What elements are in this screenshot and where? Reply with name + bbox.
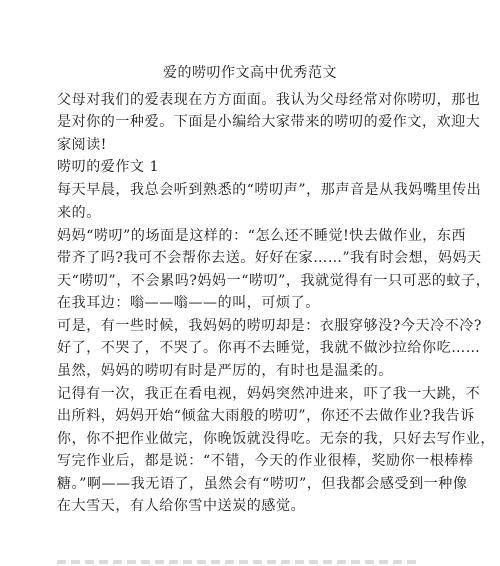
text-line: 每天早晨，我总会听到熟悉的“唠叨声”，那声音是从我妈嘴里传出 [57,182,482,198]
text-line: 虽然，妈妈的唠叨有时是严厉的，有时也是温柔的。 [57,363,393,379]
document-title: 爱的唠叨作文高中优秀范文 [163,65,337,81]
text-line: 写完作业后，都是说：“不错，今天的作业很棒，奖励你一根棒棒 [57,453,474,469]
text-line: 在大雪天，有人给你雪中送炭的感觉。 [57,498,306,514]
text-line: 来的。 [57,205,101,221]
text-line: 记得有一次，我正在看电视，妈妈突然冲进来，吓了我一大跳，不 [57,386,481,402]
text-line: 父母对我们的爱表现在方方面面。我认为父母经常对你唠叨，那也 [57,92,481,108]
text-line: 家阅读! [57,137,108,153]
text-line: 带齐了吗?我可不会帮你去送。好好在家……”我有时会想，妈妈天 [57,250,482,266]
text-line: 糖。”啊——我无语了，虽然会有“唠叨”，但我都会感受到一种像 [57,476,468,492]
text-line: 你，你不把作业做完，你晚饭就没得吃。无奈的我，只好去写作业， [57,431,495,447]
text-line: 是对你的一种爱。下面是小编给大家带来的唠叨的爱作文，欢迎大 [57,114,481,130]
text-line: 好了，不哭了，不哭了。你再不去睡觉，我就不做沙拉给你吃…… [57,340,481,356]
text-line: 天“唠叨”，不会累吗?妈妈一“唠叨”，我就觉得有一只可恶的蚊子， [57,273,491,289]
cut-off-line [57,555,437,566]
text-line: 妈妈“唠叨”的场面是这样的：“怎么还不睡觉!快去做作业，东西 [57,228,467,244]
section-heading: 唠叨的爱作文 1 [57,159,160,175]
text-line: 出所料，妈妈开始“倾盆大雨般的唠叨”，你还不去做作业?我告诉 [57,408,475,424]
text-line: 在我耳边：嗡——嗡——的叫，可烦了。 [57,295,320,311]
text-line: 可是，有一些时候，我妈妈的唠叨却是：衣服穿够没?今天冷不冷? [57,318,483,334]
